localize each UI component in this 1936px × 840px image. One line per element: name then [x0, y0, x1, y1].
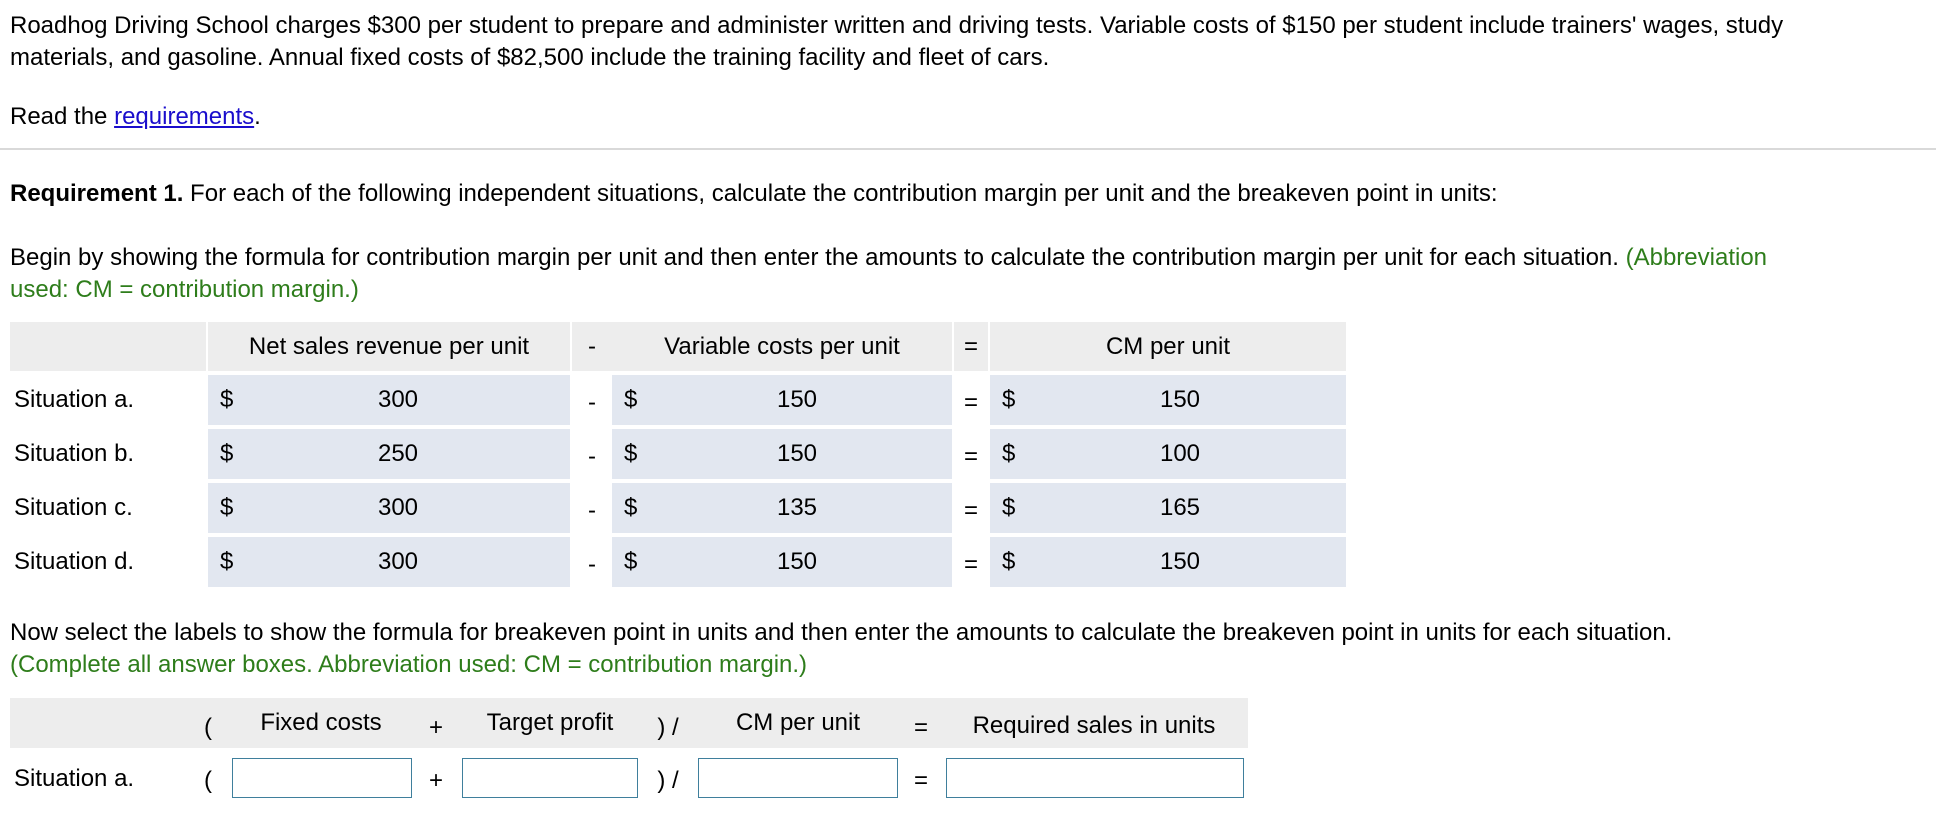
cm-header-minus: - [572, 322, 612, 371]
be-header-required: Required sales in units [972, 712, 1216, 739]
equals-operator: = [963, 389, 978, 416]
be-note: (Complete all answer boxes. Abbreviation used: CM = contribution margin.) [10, 651, 808, 678]
be-header-fixed: Fixed costs [260, 709, 382, 736]
variable-value: 150 [776, 548, 818, 575]
minus-operator: - [588, 551, 596, 578]
cm-variable-cell[interactable] [612, 483, 952, 533]
dollar-sign: $ [624, 548, 638, 575]
requirement-1 [10, 178, 1498, 210]
cm-row-label: Situation b. [14, 440, 135, 467]
cm-sales-cell[interactable] [208, 483, 570, 533]
cm-result-cell[interactable] [990, 429, 1346, 479]
cm-abbrev-note-2: used: CM = contribution margin.) [10, 276, 359, 303]
required-sales-input[interactable] [946, 758, 1244, 798]
cm-row-label: Situation d. [14, 548, 135, 575]
cm-instructions-text: Begin by showing the formula for contribution margin per unit and then enter the amounts to calculate the contribution margin per unit for each situation. [10, 244, 1619, 271]
cm-sales-cell[interactable] [208, 429, 570, 479]
sales-value: 300 [377, 386, 419, 413]
read-prefix: Read the [10, 103, 108, 130]
cm-value: 165 [1159, 494, 1201, 521]
requirement-text: For each of the following independent situations, calculate the contribution margin per unit and the breakeven point in units: [183, 180, 1498, 207]
dollar-sign: $ [220, 548, 234, 575]
dollar-sign: $ [220, 440, 234, 467]
cm-header-cm: CM per unit [990, 322, 1346, 371]
be-close-div: ) / [657, 767, 679, 794]
be-plus: + [428, 767, 443, 794]
minus-operator: - [588, 389, 596, 416]
cm-value: 150 [1159, 548, 1201, 575]
cm-result-cell[interactable] [990, 483, 1346, 533]
cm-row-label: Situation c. [14, 494, 133, 521]
fixed-costs-input[interactable] [232, 758, 412, 798]
cm-header-sales: Net sales revenue per unit [208, 322, 570, 371]
dollar-sign: $ [1002, 548, 1016, 575]
intro-line-2: materials, and gasoline. Annual fixed costs of $82,500 include the training facility and fleet of cars. [10, 44, 1050, 71]
cm-header-equals: = [954, 322, 988, 371]
target-profit-input[interactable] [462, 758, 638, 798]
be-header-open-paren: ( [204, 714, 212, 741]
dollar-sign: $ [1002, 440, 1016, 467]
be-open-paren: ( [204, 767, 212, 794]
cm-instructions [10, 242, 1767, 306]
dollar-sign: $ [220, 386, 234, 413]
dollar-sign: $ [624, 494, 638, 521]
cm-sales-cell[interactable] [208, 375, 570, 425]
dollar-sign: $ [624, 386, 638, 413]
equals-operator: = [963, 443, 978, 470]
variable-value: 150 [776, 440, 818, 467]
cm-header-variable: Variable costs per unit [612, 322, 952, 371]
be-instructions-text: Now select the labels to show the formula for breakeven point in units and then enter the amounts to calculate the breakeven point in units for each situation. [10, 619, 1673, 646]
be-header-target: Target profit [486, 709, 614, 736]
cm-value: 100 [1159, 440, 1201, 467]
cm-abbrev-note-1: (Abbreviation [1625, 244, 1768, 271]
be-instructions [10, 617, 1672, 681]
cm-variable-cell[interactable] [612, 375, 952, 425]
equals-operator: = [963, 551, 978, 578]
dollar-sign: $ [1002, 494, 1016, 521]
cm-row-label: Situation a. [14, 386, 135, 413]
variable-value: 150 [776, 386, 818, 413]
section-divider [0, 148, 1936, 150]
be-header-cm: CM per unit [735, 709, 861, 736]
intro-line-1: Roadhog Driving School charges $300 per student to prepare and administer written and driving tests. Variable costs of $150 per student include trainers' wages, study [10, 12, 1784, 39]
dollar-sign: $ [624, 440, 638, 467]
cm-result-cell[interactable] [990, 375, 1346, 425]
be-header-plus: + [428, 714, 443, 741]
minus-operator: - [588, 443, 596, 470]
be-equals: = [913, 767, 928, 794]
dollar-sign: $ [220, 494, 234, 521]
dollar-sign: $ [1002, 386, 1016, 413]
sales-value: 250 [377, 440, 419, 467]
sales-value: 300 [377, 494, 419, 521]
be-header-equals: = [913, 714, 928, 741]
problem-intro [10, 10, 1783, 74]
requirements-link[interactable]: requirements [114, 103, 255, 130]
read-requirements [10, 101, 261, 133]
cm-variable-cell[interactable] [612, 537, 952, 587]
cm-result-cell[interactable] [990, 537, 1346, 587]
cm-sales-cell[interactable] [208, 537, 570, 587]
read-suffix: . [254, 103, 261, 130]
cm-per-unit-input[interactable] [698, 758, 898, 798]
cm-header-blank [10, 322, 206, 371]
minus-operator: - [588, 497, 596, 524]
be-header-close-div: ) / [657, 714, 679, 741]
variable-value: 135 [776, 494, 818, 521]
be-row-label: Situation a. [14, 765, 135, 792]
cm-value: 150 [1159, 386, 1201, 413]
requirement-label: Requirement 1. [10, 180, 184, 207]
equals-operator: = [963, 497, 978, 524]
cm-variable-cell[interactable] [612, 429, 952, 479]
sales-value: 300 [377, 548, 419, 575]
